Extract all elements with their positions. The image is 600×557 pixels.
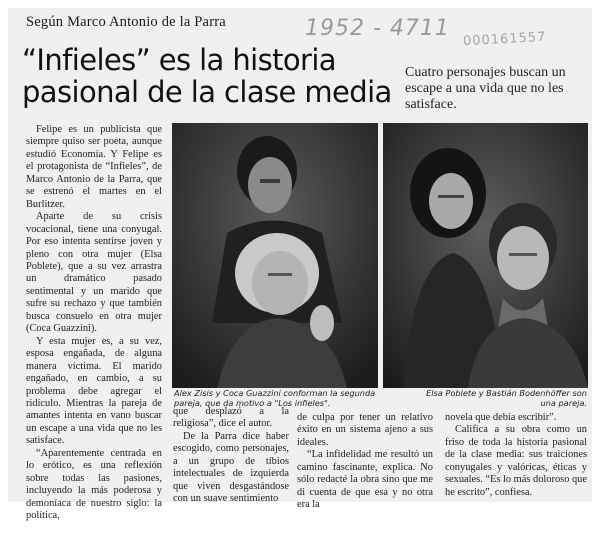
paragraph: de culpa por tener un relativo éxito en un sistema ajeno a sus ideales.	[297, 412, 433, 448]
handwritten-archive-note: 1952 - 4711	[305, 16, 450, 41]
paragraph: Felipe es un publicista que siempre quiso ser poeta, aunque estudió Economía. Y Felipe es el protagonista de “Infieles”, de Marco Antonio de la Parra, que se estrenó el martes en el Burlitzer.	[26, 124, 162, 210]
archive-stamp-number: 000161557	[462, 29, 547, 50]
article-column-3	[297, 412, 433, 511]
photo-elsa-poblete-bastian-bodenhoffer	[383, 123, 588, 388]
paragraph: Y esta mujer es, a su vez, esposa engañada, de alguna manera víctima. El marido engañado, en cambio, a su problema debe agregar el ridículo. Mientras la pareja de amantes intenta en vano buscar un escape a una vida que no les satisface.	[26, 335, 162, 447]
paragraph: Aparte de su crisis vocacional, tiene una conyugal. Por eso intenta sentirse joven y pleno con otra mujer (Elsa Poblete), que a su vez arrastra un dramático pasado sentimental y un marido que sufre su rechazo y que también busca consuelo en otra mujer (Coca Guazzini).	[26, 211, 162, 335]
headline-line-1: “Infieles” es la historia	[22, 43, 336, 77]
paragraph: De la Parra dice haber escogido, como personajes, a un grupo de tibios intelectuales de izquierda que viven desgastándose con un suave sentimiento	[173, 430, 289, 505]
newspaper-clipping	[8, 8, 592, 522]
photo-caption-1: Alex Zisis y Coca Guazzini conforman la segunda pareja, que da motivo a "Los infieles".	[174, 388, 376, 408]
photo-image	[383, 123, 588, 388]
photo-caption-2: Elsa Poblete y Bastián Bodenhöffer son una pareja.	[426, 388, 587, 408]
paragraph: novela que debía escribir”.	[445, 412, 557, 423]
photo-image	[172, 123, 378, 388]
article-column-2	[173, 406, 289, 505]
deck-subtitle: Cuatro personajes buscan un escape a una vida que no les satisface.	[405, 65, 566, 112]
paragraph: “Aparentemente centrada en lo erótico, es una reflexión sobre todas las pasiones, incluyendo la más poderosa y demoníaca de nuestro siglo: la política,	[26, 447, 162, 522]
photo-alex-zisis-coca-guazzini	[172, 123, 378, 388]
article-column-1	[26, 124, 162, 522]
headline-line-2: pasional de la clase media	[22, 75, 392, 109]
headline	[22, 44, 402, 108]
article-column-4	[445, 412, 587, 502]
paragraph: “La infidelidad me resultó un camino fascinante, explica. No sólo redacté la obra sino que me di cuenta de que esa y no otra era la	[297, 449, 433, 511]
paragraph: Califica a su obra como un friso de toda la historia pasional de la clase media: sus traiciones conyugales y valóricas, éticas y sexuales. “Es lo más doloroso que he escrito”, confiesa.	[445, 424, 587, 498]
byline: Según Marco Antonio de la Parra	[26, 14, 226, 30]
paragraph: que desplazó a la religiosa”, dice el autor.	[173, 406, 289, 430]
